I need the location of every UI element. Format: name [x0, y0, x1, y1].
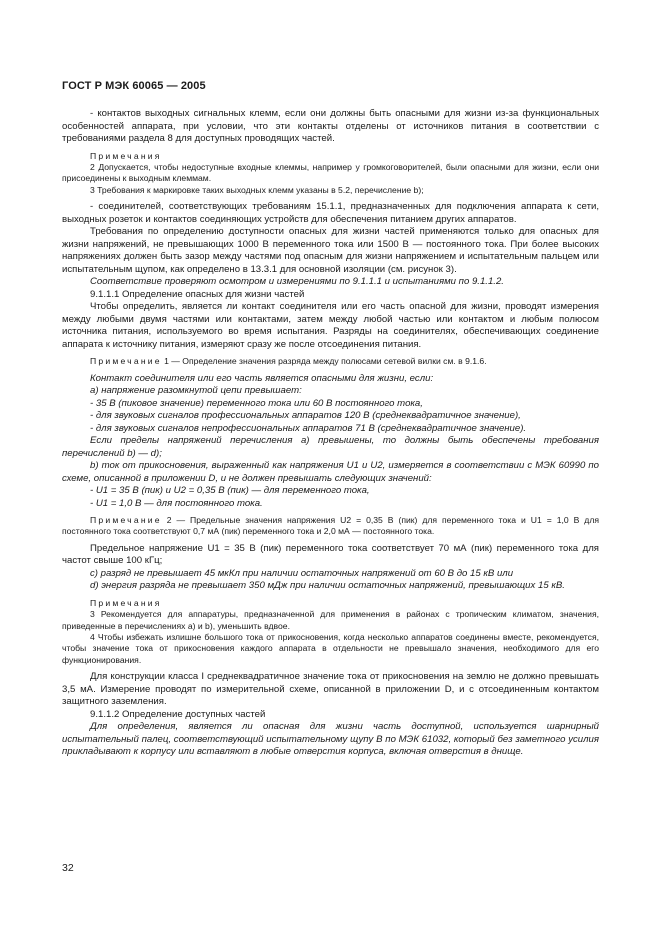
list-item: - для звуковых сигналов непрофессиональных аппаратов 71 В (среднеквадратичное значение).	[90, 422, 527, 434]
list-item: - 35 В (пиковое значение) переменного тока или 60 В постоянного тока,	[90, 397, 423, 409]
paragraph: Контакт соединителя или его часть является опасными для жизни, если:	[90, 372, 434, 384]
list-item: - U1 = 35 В (пик) и U2 = 0,35 В (пик) — для переменного тока,	[90, 485, 370, 497]
note-text: 1 — Определение значения разряда между полюсами сетевой вилки см. в 9.1.6.	[164, 356, 487, 367]
list-item: d) энергия разряда не превышает 350 мДж при наличии остаточных напряжений, превышающих 15 кВ.	[90, 580, 565, 592]
paragraph: Если пределы напряжений перечисления a) превышены, то должны быть обеспечены требования перечислений b) — d);	[62, 435, 599, 459]
note-label: Примечание	[90, 515, 162, 526]
note: 3 Требования к маркировке таких выходных клемм указаны в 5.2, перечисление b);	[90, 184, 424, 195]
paragraph: Для определения, является ли опасная для жизни часть доступной, используется шарнирный испытательный палец, соответствующий испытательному щупу B по МЭК 61032, который без заметного усилия прикладывают к корпусу или вставляют в любые отверстия корпуса, включая отверстия в днище.	[62, 721, 599, 758]
list-item: c) разряд не превышает 45 мкКл при наличии остаточных напряжений от 60 В до 15 кВ или	[90, 567, 514, 579]
note	[62, 515, 599, 538]
note	[62, 356, 599, 367]
list-item: b) ток от прикосновения, выраженный как напряжения U1 и U2, измеряется в соответствии с МЭК 60990 по схеме, описанной в приложении D, и не должен превышать следующих значений:	[62, 460, 599, 484]
list-item: a) напряжение разомкнутой цепи превышает:	[90, 385, 302, 397]
document-body	[62, 108, 599, 759]
note-text: 2 — Предельные значения напряжения U2 = 0,35 В (пик) для переменного тока и U1 = 1,0 В для постоянного тока соответствуют 0,7 мА (пик) переменного тока и 2,0 мА — постоянного тока.	[62, 515, 599, 537]
list-item: - для звуковых сигналов профессиональных аппаратов 120 В (среднеквадратичное значение),	[90, 410, 521, 422]
note-heading: Примечания	[90, 597, 162, 608]
document-header: ГОСТ Р МЭК 60065 — 2005	[62, 80, 206, 92]
list-item: - U1 = 1,0 В — для постоянного тока.	[90, 497, 263, 509]
paragraph: - контактов выходных сигнальных клемм, если они должны быть опасными для жизни из-за функциональных особенностей аппарата, при условии, что эти контакты отделены от источников питания в соответствии с требованиями раздела 8 для доступных проводящих частей.	[62, 108, 599, 144]
section-heading: 9.1.1.2 Определение доступных частей	[90, 708, 266, 720]
note-label: Примечание	[90, 356, 162, 367]
paragraph: Предельное напряжение U1 = 35 В (пик) переменного тока соответствует 70 мА (пик) переменного тока для частот свыше 100 кГц;	[62, 542, 599, 567]
page-number: 32	[62, 862, 74, 874]
paragraph: Чтобы определить, является ли контакт соединителя или его часть опасной для жизни, проводят измерения между любыми двумя частями или контактами, затем между любой частью или контактом и любым полюсом источника питания, используемого во время испытания. Разряды на соединителях, обеспечивающих соединение аппарата к источнику питания, измеряют сразу же после отсоединения питания.	[62, 301, 599, 350]
note: 3 Рекомендуется для аппаратуры, предназначенной для применения в районах с тропическим климатом, значения, приведенные в перечислениях a) и b), уменьшить вдвое.	[62, 609, 599, 631]
compliance-statement: Соответствие проверяют осмотром и измерениями по 9.1.1.1 и испытаниями по 9.1.1.2.	[90, 276, 504, 288]
note-heading: Примечания	[90, 150, 162, 161]
paragraph: Для конструкции класса I среднеквадратичное значение тока от прикосновения на землю не должно превышать 3,5 мА. Измерение проводят по измерительной схеме, описанной в приложении D, и с отсоединенным контактом защитного заземления.	[62, 671, 599, 708]
paragraph: - соединителей, соответствующих требованиям 15.1.1, предназначенных для подключения аппарата к сети, выходных розеток и контактов соединяющих устройств для обеспечения питанием других аппаратов.	[62, 201, 599, 225]
note: 4 Чтобы избежать излишне большого тока от прикосновения, когда несколько аппаратов соединены вместе, рекомендуется, чтобы значение тока от прикосновения каждого аппарата в отдельности не превышало значения, необходимого для его функционирования.	[62, 632, 599, 665]
section-heading: 9.1.1.1 Определение опасных для жизни частей	[90, 288, 305, 300]
paragraph: Требования по определению доступности опасных для жизни частей применяются только для опасных для жизни напряжений, не превышающих 1000 В переменного тока или 1500 В — постоянного тока. При более высоких напряжениях должен быть зазор между частями под опасным для жизни напряжением и испытательным пальцем или испытательным щупом, как определено в 13.3.1 для основной изоляции (см. рисунок 3).	[62, 226, 599, 275]
note: 2 Допускается, чтобы недоступные входные клеммы, например у громкоговорителей, были опасными для жизни, если они присоединены к выходным клеммам.	[62, 161, 599, 184]
